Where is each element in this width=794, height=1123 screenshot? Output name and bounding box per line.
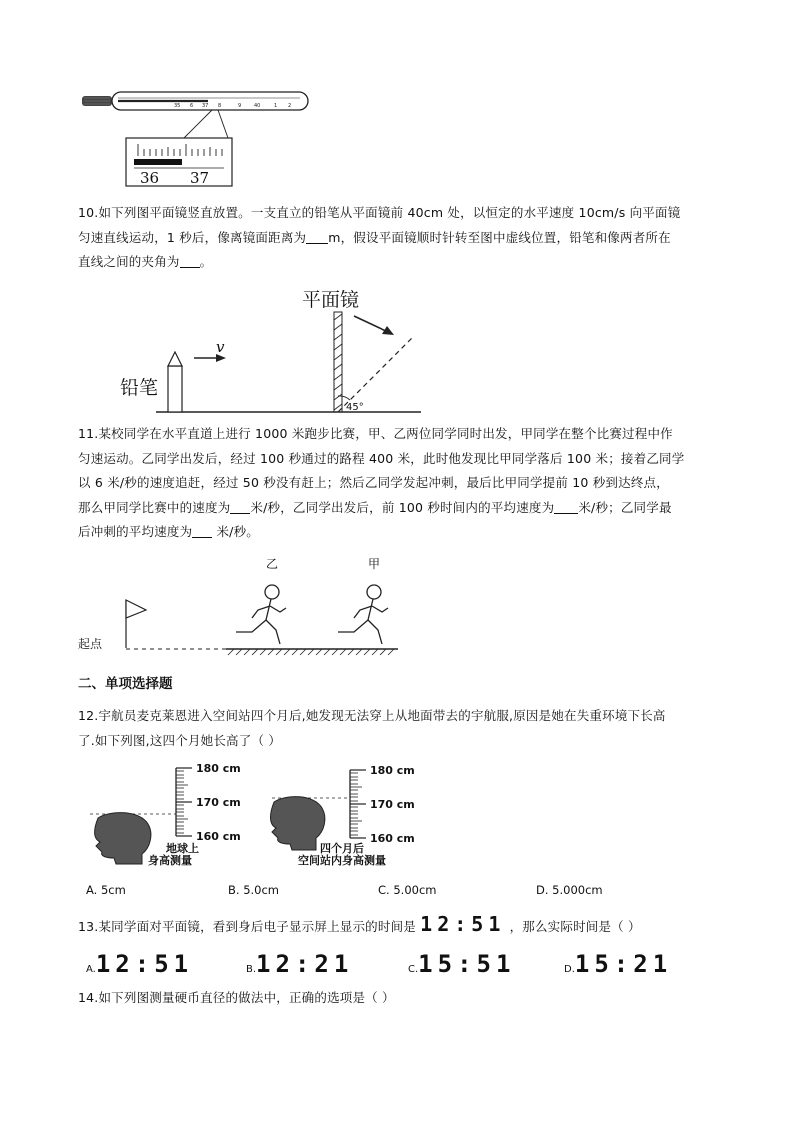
ruler-left <box>176 762 241 843</box>
head-left <box>95 813 151 864</box>
option-letter: D. <box>564 964 575 975</box>
option-letter: A. <box>86 964 96 975</box>
q12-line1: 12.宇航员麦克莱恩进入空间站四个月后,她发现无法穿上从地面带去的宇航服,原因是她在失重环境下长高 <box>78 708 666 723</box>
zoom-label-37: 37 <box>190 169 210 187</box>
caption-right-2: 空间站内身高测量 <box>298 854 386 867</box>
answer-blank[interactable] <box>306 229 328 244</box>
option-c[interactable] <box>408 950 515 978</box>
q11-line2: 匀速运动。乙同学出发后，经过 100 秒通过的路程 400 米，此时他发现比甲同学落后 100 米；接着乙同学 <box>78 450 685 466</box>
question-11 <box>78 422 728 545</box>
q13-text-end: ，那么实际时间是（ ） <box>509 919 641 934</box>
question-12 <box>78 704 728 753</box>
scale-mark: 37 <box>202 103 209 109</box>
head-right <box>271 797 325 850</box>
mirror-pencil-figure <box>116 284 426 416</box>
ruler-label: 180 cm <box>196 762 241 775</box>
q11-line1: 11.某校同学在水平直道上进行 1000 米跑步比赛，甲、乙两位同学同时出发，甲同学在整个比赛过程中作 <box>78 426 673 441</box>
ruler-label: 160 cm <box>196 830 241 843</box>
q11-line3: 以 6 米/秒的速度追赶，经过 50 秒没有赶上；然后乙同学发起冲刺，最后比甲同学提前 10 秒到达终点， <box>78 475 669 490</box>
caption-left-2: 身高测量 <box>148 854 192 867</box>
option-time: 15:51 <box>418 950 516 978</box>
option-b[interactable] <box>246 950 353 978</box>
option-time: 12:51 <box>95 950 194 978</box>
q11-line5: 后冲刺的平均速度为 米/秒。 <box>78 524 259 539</box>
caption-left-1: 地球上 <box>166 842 199 855</box>
answer-blank[interactable] <box>230 499 250 514</box>
ruler-label: 180 cm <box>370 764 415 777</box>
runner-yi <box>236 585 286 644</box>
option-d[interactable] <box>564 950 672 978</box>
answer-blank[interactable] <box>554 499 578 514</box>
runner-jia-label: 甲 <box>368 557 381 571</box>
q13-text: 13.某同学面对平面镜，看到身后电子显示屏上显示的时间是 <box>78 919 416 934</box>
ruler-label: 170 cm <box>370 798 415 811</box>
thermometer-figure <box>78 86 318 190</box>
option-letter: C. <box>408 964 419 975</box>
q12-line2: 了.如下列图,这四个月她长高了（ ） <box>78 732 282 748</box>
mirror-display-time: 12:51 <box>420 912 506 936</box>
pencil-label: 铅笔 <box>120 377 159 399</box>
option-d[interactable]: D. 5.000cm <box>536 883 603 897</box>
q10-line3: 直线之间的夹角为 。 <box>78 254 213 269</box>
ruler-label: 160 cm <box>370 832 415 845</box>
question-10 <box>78 201 728 275</box>
option-time: 12:21 <box>256 950 354 978</box>
ruler-right <box>350 764 415 845</box>
scale-mark: 35 <box>174 103 181 109</box>
scale-mark: 8 <box>218 103 222 109</box>
scale-mark: 6 <box>190 103 194 109</box>
option-a[interactable]: A. 5cm <box>86 883 126 897</box>
option-time: 15:21 <box>574 950 673 978</box>
angle-label: 45° <box>346 402 364 413</box>
runners-figure <box>76 552 406 658</box>
height-measure-figure <box>86 762 446 872</box>
q10-line1: 10.如下列图平面镜竖直放置。一支直立的铅笔从平面镜前 40cm 处，以恒定的水平速度 10cm/s 向平面镜 <box>78 205 681 220</box>
ruler-label: 170 cm <box>196 796 241 809</box>
option-letter: B. <box>246 964 257 975</box>
question-13 <box>78 912 738 940</box>
q10-line2: 匀速直线运动，1 秒后，像离镜面距离为 m，假设平面镜顺时针转至图中虚线位置，铅笔和像两者所在 <box>78 229 671 245</box>
zoom-label-36: 36 <box>140 169 160 187</box>
answer-blank[interactable] <box>180 253 200 268</box>
scale-mark: 40 <box>254 103 261 109</box>
scale-mark: 2 <box>288 103 292 109</box>
runner-yi-label: 乙 <box>266 557 279 571</box>
velocity-label: v <box>216 338 225 356</box>
q11-line4: 那么甲同学比赛中的速度为 米/秒，乙同学出发后，前 100 秒时间内的平均速度为 米/秒；乙同学最 <box>78 499 672 515</box>
option-b[interactable]: B. 5.0cm <box>228 883 280 897</box>
scale-mark: 1 <box>274 103 278 109</box>
question-14: 14.如下列图测量硬币直径的做法中，正确的选项是（ ） <box>78 990 395 1005</box>
answer-blank[interactable] <box>192 523 212 538</box>
mirror-label: 平面镜 <box>302 289 360 311</box>
section-heading: 二、单项选择题 <box>78 676 173 692</box>
start-label: 起点 <box>78 637 103 651</box>
runner-jia <box>338 585 388 644</box>
option-c[interactable]: C. 5.00cm <box>378 883 437 897</box>
option-a[interactable] <box>86 950 193 978</box>
scale-mark: 9 <box>238 103 242 109</box>
caption-right-1: 四个月后 <box>320 842 364 855</box>
